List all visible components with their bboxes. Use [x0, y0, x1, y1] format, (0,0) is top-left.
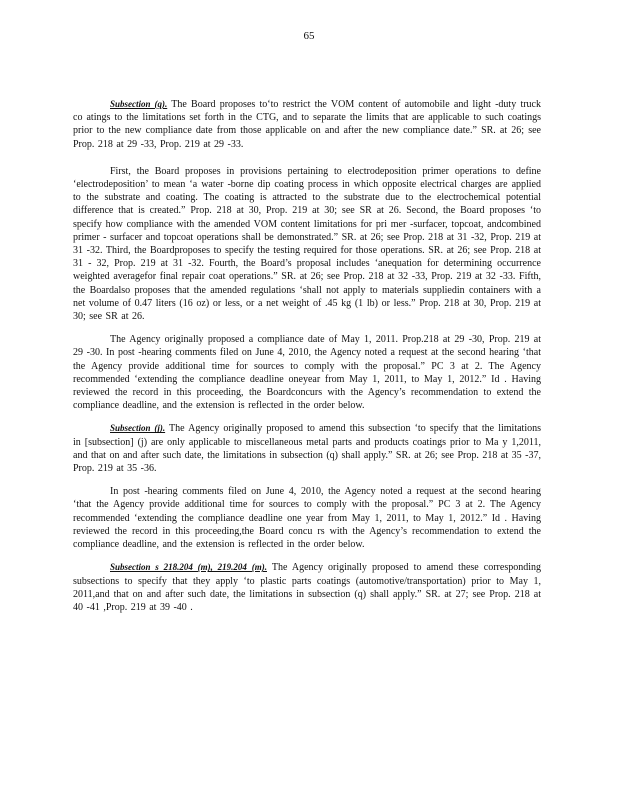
paragraph-text: The Agency originally proposed to amend these corresponding subsections to specify that they apply ‘to plastic parts coatings (automotive/transportation) prior to May 1, 2011,and that on and after such date, the limitations in subsection (q) shall apply.” SR. at 27; see Prop. 218 at 40 -41 ,Prop. 219 at 39 -40 . [73, 562, 541, 613]
paragraph-text: The Agency originally proposed a compliance date of May 1, 2011. Prop.218 at 29 -30, Prop. 219 at 29 -30. In post -hearing comments filed on June 4, 2010, the Agency noted a request at the second hearing ‘that the Agency provide additional time for sources to comply with the proposal.” PC 3 at 2. The Agency recommended ‘extending the compliance deadline oneyear from May 1, 2011, to May 1, 2012.” Id . Having reviewed the record in this proceeding, the Boardconcurs with the Agency’s recommendation to extend the compliance deadline, and the extension is reflected in the order below. [73, 334, 541, 412]
paragraph-text: The Agency originally proposed to amend this subsection ‘to specify that the limitations in [subsection] (j) are only applicable to miscellaneous metal parts and products coatings prior to Ma y 1,2011, and that on and after such date, the limitations in subsection (q) shall apply.” SR. at 26; see Prop. 218 at 35 -37, Prop. 219 at 35 -36. [73, 423, 541, 475]
paragraph-text: First, the Board proposes in provisions pertaining to electrodeposition primer operations to define ‘electrodeposition’ to mean ‘a water -borne dip coating process in which opposite electrical charges are applied to the substrate and coating. The coating is attracted to the substrate due to the electrochemical potential difference that is created.” Prop. 218 at 30, Prop. 219 at 30; see SR at 26. Second, the Board proposes ‘to specify how compliance with the amended VOM content limitations for pri mer -surfacer, topcoat, andcombined primer - surfacer and topcoat operations shall be demonstrated.” SR. at 26; see Prop. 218 at 31 -32, Prop. 219 at 31 -32. Third, the Boardproposes to specify the testing required for those operations. SR. at 26; see Prop. 218 at 31 - 32, Prop. 219 at 31 -32. Fourth, the Board’s proposal includes ‘anequation for determining occurrence weighted averagefor final repair coat operations.” SR. at 26; see Prop. 218 at 32 -33, Prop. 219 at 32 -33. Fifth, the Boardalso proposes that the amended regulations ‘shall not apply to materials suppliedin containers with a net volume of 0.47 liters (16 oz) or less, or a net weight of .45 kg (1 lb) or less.” Prop. 218 at 30, Prop. 219 at 30; see SR at 26. [73, 165, 541, 323]
subsection-heading-j: Subsection (j). [110, 423, 166, 434]
subsection-heading-q: Subsection (q). [110, 99, 168, 109]
paragraph-subsection-m [73, 561, 541, 614]
paragraph-compliance-date [73, 333, 541, 412]
subsection-heading-m: Subsection s 218.204 (m), 219.204 (m). [110, 562, 267, 573]
page-number: 65 [303, 30, 315, 42]
paragraph-board-proposals [73, 165, 541, 323]
paragraph-text: In post -hearing comments filed on June 4, 2010, the Agency noted a request at the second hearing ‘that the Agency provide additional time for sources to comply with the proposal.” PC 3 at 2. The Agency recommended ‘extending the compliance deadline one year from May 1, 2011, to May 1, 2012.” Id . Having reviewed the record in this proceeding,the Board concu rs with the Agency’s recommendation to extend the compliance deadline, and the extension is reflected in the order below. [73, 486, 541, 551]
document-body [73, 98, 541, 624]
paragraph-post-hearing [73, 485, 541, 551]
paragraph-subsection-j [73, 422, 541, 475]
paragraph-text: The Board proposes to‘to restrict the VOM content of automobile and light -duty truck co atings to the limitations set forth in the CTG, and to separate the limits that are applicable to such coatings prior to the new compliance date from those applicable on and after the new compliance date.” SR. at 26; see Prop. 218 at 29 -33, Prop. 219 at 29 -33. [73, 99, 541, 150]
paragraph-subsection-q [73, 98, 541, 151]
